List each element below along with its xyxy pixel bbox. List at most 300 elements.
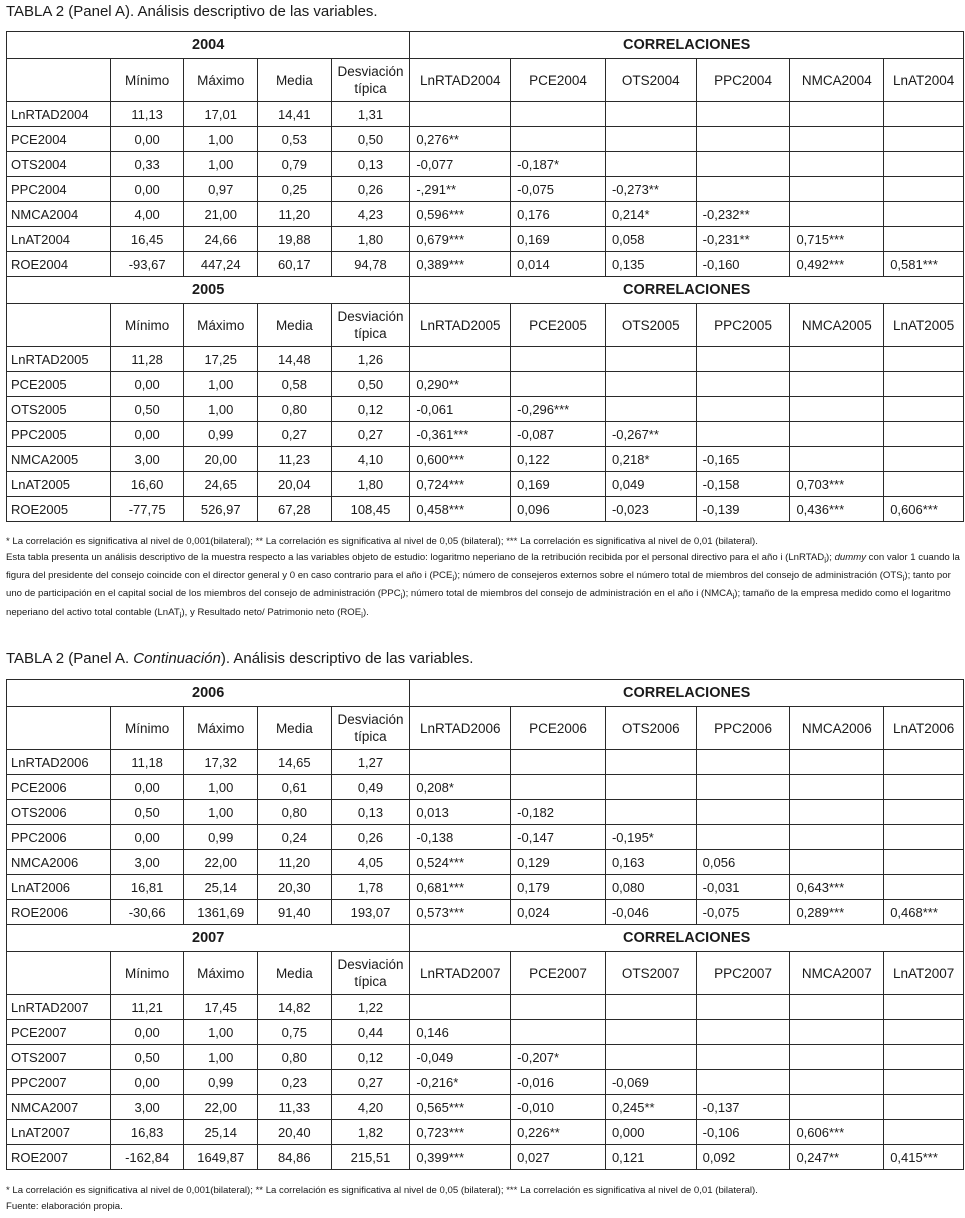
correlation-column-header: PPC2006 [696,707,790,750]
correlation-cell: -0,296*** [511,397,606,422]
table-row [7,252,964,277]
correlation-column-header: LnRTAD2005 [410,304,511,347]
correlation-cell [511,750,606,775]
correlation-column-header: PCE2007 [511,952,606,995]
mean-cell: 0,80 [258,397,332,422]
correlation-cell [696,127,790,152]
std-dev-cell: 0,13 [331,800,410,825]
column-header-row [7,707,964,750]
correlation-cell: 0,214* [605,202,696,227]
correlation-cell [884,775,964,800]
mean-cell: 84,86 [258,1145,332,1170]
correlation-cell: 0,415*** [884,1145,964,1170]
correlation-cell [790,372,884,397]
std-dev-cell: 215,51 [331,1145,410,1170]
maximum-cell: 17,25 [184,347,258,372]
stat-column-header: Máximo [184,707,258,750]
correlation-column-header: PCE2006 [511,707,606,750]
minimum-cell: 16,60 [110,472,184,497]
correlation-cell [410,995,511,1020]
table-row [7,750,964,775]
correlation-cell [605,750,696,775]
variable-name-cell: PCE2005 [7,372,111,397]
correlation-cell: 0,290** [410,372,511,397]
correlation-cell [605,397,696,422]
minimum-cell: 11,28 [110,347,184,372]
std-dev-cell: 0,13 [331,152,410,177]
correlation-cell [511,372,606,397]
table-row [7,347,964,372]
variable-name-cell: PCE2004 [7,127,111,152]
correlation-cell: -0,195* [605,825,696,850]
minimum-cell: 16,83 [110,1120,184,1145]
correlation-column-header: PPC2005 [696,304,790,347]
variable-name-cell: OTS2006 [7,800,111,825]
minimum-cell: -93,67 [110,252,184,277]
variable-name-cell: LnAT2007 [7,1120,111,1145]
std-dev-cell: 4,10 [331,447,410,472]
mean-cell: 0,79 [258,152,332,177]
correlation-column-header: LnAT2006 [884,707,964,750]
variable-name-cell: OTS2004 [7,152,111,177]
correlation-cell [884,1070,964,1095]
table-notes-panel-a [6,534,964,623]
table-row [7,825,964,850]
correlation-cell [790,177,884,202]
minimum-cell: -77,75 [110,497,184,522]
table-row [7,497,964,522]
correlation-cell [790,202,884,227]
correlation-cell: -0,267** [605,422,696,447]
correlation-cell: -0,160 [696,252,790,277]
correlation-cell [884,1120,964,1145]
correlation-cell: -0,207* [511,1045,606,1070]
correlation-cell [884,472,964,497]
correlation-cell [605,372,696,397]
table-row [7,800,964,825]
table-row [7,102,964,127]
correlations-label: CORRELACIONES [410,925,964,952]
table-row [7,850,964,875]
variable-name-cell: LnAT2004 [7,227,111,252]
correlation-cell: 0,179 [511,875,606,900]
maximum-cell: 1,00 [184,397,258,422]
mean-cell: 67,28 [258,497,332,522]
std-dev-cell: 0,26 [331,825,410,850]
stat-column-header: Máximo [184,952,258,995]
mean-cell: 60,17 [258,252,332,277]
std-dev-cell: 1,78 [331,875,410,900]
correlation-column-header: NMCA2006 [790,707,884,750]
correlation-cell [696,102,790,127]
maximum-cell: 526,97 [184,497,258,522]
correlation-cell: 0,146 [410,1020,511,1045]
variable-name-cell: LnRTAD2005 [7,347,111,372]
correlation-cell [696,397,790,422]
correlation-cell [605,102,696,127]
minimum-cell: 3,00 [110,447,184,472]
std-dev-cell: 1,31 [331,102,410,127]
correlation-cell: 0,122 [511,447,606,472]
year-header-row [7,925,964,952]
correlation-cell: 0,399*** [410,1145,511,1170]
correlation-cell: -0,061 [410,397,511,422]
variables-description-note: Esta tabla presenta un análisis descriptivo de la muestra respecto a las variables objeto de estudio: logaritmo neperiano de la retribución recibida por el personal directivo para el año i (LnRTAD$_i$); dummy con valor 1 cuando la figura del presidente del consejo coincide con el director general y 0 en caso contrario para el año i $(PCE_i)$; número de consejeros externos sobre el número total de miembros del consejo de administración $(OTS_i)$; tanto por uno de participación en el capital social de los miembros del consejo de administración $(PPC_i)$; número total de miembros del consejo de administración en el año i $(NMCA_i)$; tamaño de la empresa medido como el logaritmo neperiano del activo total contable (LnAT$_i$), y Resultado neto/ Patrimonio neto $(ROE_i)$. [6,551,960,620]
correlation-cell: 0,276** [410,127,511,152]
std-dev-cell: 0,12 [331,397,410,422]
maximum-cell: 17,01 [184,102,258,127]
correlation-cell: -0,138 [410,825,511,850]
minimum-cell: 0,50 [110,800,184,825]
std-dev-cell: 4,05 [331,850,410,875]
std-dev-cell: 4,23 [331,202,410,227]
correlation-cell [605,152,696,177]
correlation-cell: 0,208* [410,775,511,800]
variable-name-cell: LnRTAD2004 [7,102,111,127]
mean-cell: 11,20 [258,202,332,227]
stat-column-header: Media [258,59,332,102]
correlation-cell: -0,049 [410,1045,511,1070]
maximum-cell: 1649,87 [184,1145,258,1170]
correlation-cell [511,102,606,127]
correlation-cell: -0,158 [696,472,790,497]
minimum-cell: 0,00 [110,825,184,850]
table-row [7,127,964,152]
variable-name-cell: OTS2005 [7,397,111,422]
correlation-cell: 0,024 [511,900,606,925]
std-dev-cell: 0,50 [331,127,410,152]
correlation-cell [884,152,964,177]
column-header-row [7,59,964,102]
correlation-column-header: PCE2005 [511,304,606,347]
correlation-cell: -0,010 [511,1095,606,1120]
correlation-cell: 0,606*** [790,1120,884,1145]
correlation-cell: -0,137 [696,1095,790,1120]
correlation-column-header: NMCA2005 [790,304,884,347]
correlation-cell [410,102,511,127]
maximum-cell: 24,65 [184,472,258,497]
correlation-cell: 0,715*** [790,227,884,252]
variable-name-cell: ROE2005 [7,497,111,522]
correlation-column-header: PPC2007 [696,952,790,995]
minimum-cell: 3,00 [110,850,184,875]
correlation-cell [696,1020,790,1045]
correlation-cell: 0,492*** [790,252,884,277]
maximum-cell: 1,00 [184,1020,258,1045]
correlation-cell [790,750,884,775]
correlation-cell: -0,147 [511,825,606,850]
correlation-cell [790,447,884,472]
correlation-cell: -0,046 [605,900,696,925]
table-row [7,227,964,252]
column-header-row [7,304,964,347]
correlation-column-header: LnAT2004 [884,59,964,102]
maximum-cell: 0,97 [184,177,258,202]
table-row [7,1120,964,1145]
year-header-row [7,277,964,304]
correlation-cell [605,800,696,825]
minimum-cell: 11,21 [110,995,184,1020]
table-row [7,1020,964,1045]
table-row [7,447,964,472]
table-row [7,900,964,925]
correlation-cell [511,775,606,800]
maximum-cell: 1,00 [184,1045,258,1070]
year-label: 2006 [7,680,410,707]
correlation-cell [790,995,884,1020]
correlation-cell: -0,075 [696,900,790,925]
correlation-cell: 0,643*** [790,875,884,900]
std-dev-cell: 1,26 [331,347,410,372]
minimum-cell: 0,00 [110,127,184,152]
correlation-cell [696,422,790,447]
correlation-cell [884,397,964,422]
mean-cell: 14,41 [258,102,332,127]
minimum-cell: 11,13 [110,102,184,127]
stat-column-header: Mínimo [110,952,184,995]
correlation-cell: -0,016 [511,1070,606,1095]
std-dev-cell: 0,49 [331,775,410,800]
correlation-cell: 0,129 [511,850,606,875]
empty-header-cell [7,707,111,750]
stat-column-header: Mínimo [110,304,184,347]
variable-name-cell: ROE2004 [7,252,111,277]
descriptive-table-2004-2005 [6,31,964,522]
std-dev-cell: 0,26 [331,177,410,202]
correlation-cell: 0,606*** [884,497,964,522]
significance-note: * La correlación es significativa al nivel de 0,001(bilateral); ** La correlación es significativa al nivel de 0,05 (bilateral); *** La correlación es significativa al nivel de 0,01 (bilateral). [6,1185,758,1196]
variable-name-cell: ROE2006 [7,900,111,925]
variable-name-cell: PPC2004 [7,177,111,202]
correlation-cell [884,202,964,227]
correlation-cell: -0,165 [696,447,790,472]
variable-name-cell: LnRTAD2006 [7,750,111,775]
maximum-cell: 21,00 [184,202,258,227]
correlation-column-header: LnAT2005 [884,304,964,347]
mean-cell: 20,30 [258,875,332,900]
stat-column-header: Desviación típica [331,59,410,102]
correlation-cell: -0,361*** [410,422,511,447]
correlation-cell [511,347,606,372]
correlation-cell: 0,056 [696,850,790,875]
correlation-cell: 0,565*** [410,1095,511,1120]
correlation-cell [884,1020,964,1045]
std-dev-cell: 4,20 [331,1095,410,1120]
correlation-cell: 0,573*** [410,900,511,925]
correlation-cell: -0,187* [511,152,606,177]
variable-name-cell: PPC2006 [7,825,111,850]
mean-cell: 0,80 [258,1045,332,1070]
correlation-cell: -0,231** [696,227,790,252]
table-row [7,1145,964,1170]
minimum-cell: 0,50 [110,397,184,422]
mean-cell: 0,58 [258,372,332,397]
maximum-cell: 22,00 [184,850,258,875]
minimum-cell: 3,00 [110,1095,184,1120]
correlation-cell: -,291** [410,177,511,202]
correlation-cell [605,995,696,1020]
empty-header-cell [7,304,111,347]
table-row [7,152,964,177]
mean-cell: 14,48 [258,347,332,372]
variable-name-cell: OTS2007 [7,1045,111,1070]
correlation-column-header: LnRTAD2004 [410,59,511,102]
maximum-cell: 0,99 [184,825,258,850]
correlation-cell: 0,135 [605,252,696,277]
year-header-row [7,680,964,707]
correlation-cell: 0,049 [605,472,696,497]
correlation-column-header: PCE2004 [511,59,606,102]
correlation-cell: 0,014 [511,252,606,277]
mean-cell: 0,27 [258,422,332,447]
correlation-cell [884,995,964,1020]
maximum-cell: 17,45 [184,995,258,1020]
correlation-cell: 0,458*** [410,497,511,522]
mean-cell: 14,65 [258,750,332,775]
table-row [7,472,964,497]
correlation-column-header: LnRTAD2006 [410,707,511,750]
stat-column-header: Media [258,707,332,750]
correlation-cell: 0,096 [511,497,606,522]
table-row [7,1095,964,1120]
correlation-column-header: LnRTAD2007 [410,952,511,995]
table-row [7,397,964,422]
maximum-cell: 1,00 [184,775,258,800]
mean-cell: 0,25 [258,177,332,202]
correlation-cell: -0,182 [511,800,606,825]
table-notes-panel-b [6,1183,964,1214]
source-note: Fuente: elaboración propia. [6,1200,123,1212]
maximum-cell: 0,99 [184,422,258,447]
mean-cell: 0,61 [258,775,332,800]
table-row [7,995,964,1020]
table-row [7,177,964,202]
correlation-cell: -0,023 [605,497,696,522]
std-dev-cell: 1,22 [331,995,410,1020]
correlation-cell [696,775,790,800]
minimum-cell: -162,84 [110,1145,184,1170]
minimum-cell: 0,33 [110,152,184,177]
variable-name-cell: LnRTAD2007 [7,995,111,1020]
correlation-cell: 0,524*** [410,850,511,875]
maximum-cell: 1,00 [184,152,258,177]
minimum-cell: 0,00 [110,372,184,397]
variable-name-cell: PCE2007 [7,1020,111,1045]
stat-column-header: Desviación típica [331,707,410,750]
correlation-column-header: NMCA2007 [790,952,884,995]
correlation-cell [511,1020,606,1045]
correlation-cell [884,127,964,152]
correlation-cell: 0,596*** [410,202,511,227]
correlation-cell [696,995,790,1020]
correlation-cell [884,102,964,127]
correlation-cell [790,102,884,127]
correlation-cell [790,825,884,850]
correlation-cell [884,177,964,202]
variable-name-cell: NMCA2007 [7,1095,111,1120]
correlation-cell [884,800,964,825]
descriptive-table-2006-2007 [6,679,964,1170]
correlation-cell [884,227,964,252]
minimum-cell: -30,66 [110,900,184,925]
year-label: 2005 [7,277,410,304]
correlation-cell: -0,087 [511,422,606,447]
empty-header-cell [7,59,111,102]
correlation-column-header: NMCA2004 [790,59,884,102]
variable-name-cell: PCE2006 [7,775,111,800]
correlation-cell [884,850,964,875]
correlation-cell: 0,703*** [790,472,884,497]
correlation-cell [790,1045,884,1070]
variable-name-cell: ROE2007 [7,1145,111,1170]
correlation-column-header: OTS2006 [605,707,696,750]
stat-column-header: Media [258,952,332,995]
maximum-cell: 25,14 [184,1120,258,1145]
stat-column-header: Mínimo [110,707,184,750]
minimum-cell: 0,50 [110,1045,184,1070]
correlation-cell: 0,080 [605,875,696,900]
correlation-cell [790,800,884,825]
correlation-cell [696,152,790,177]
correlation-cell [884,875,964,900]
minimum-cell: 16,81 [110,875,184,900]
std-dev-cell: 1,82 [331,1120,410,1145]
correlation-cell [511,995,606,1020]
correlation-cell [696,177,790,202]
correlation-cell: 0,058 [605,227,696,252]
mean-cell: 14,82 [258,995,332,1020]
correlation-cell [696,800,790,825]
table-row [7,422,964,447]
correlation-cell [696,1045,790,1070]
correlation-cell: 0,218* [605,447,696,472]
correlation-cell: 0,121 [605,1145,696,1170]
std-dev-cell: 0,44 [331,1020,410,1045]
maximum-cell: 17,32 [184,750,258,775]
correlation-cell [790,775,884,800]
significance-note: * La correlación es significativa al nivel de 0,001(bilateral); ** La correlación es significativa al nivel de 0,05 (bilateral); *** La correlación es significativa al nivel de 0,01 (bilateral). [6,536,758,547]
correlation-cell: 0,581*** [884,252,964,277]
variable-name-cell: LnAT2005 [7,472,111,497]
variable-name-cell: LnAT2006 [7,875,111,900]
correlation-cell [790,1020,884,1045]
correlation-cell: 0,226** [511,1120,606,1145]
correlation-cell [884,1045,964,1070]
correlation-cell: 0,245** [605,1095,696,1120]
maximum-cell: 1,00 [184,800,258,825]
table-row [7,1045,964,1070]
maximum-cell: 1,00 [184,372,258,397]
maximum-cell: 0,99 [184,1070,258,1095]
correlation-cell: -0,139 [696,497,790,522]
correlation-cell [884,1095,964,1120]
minimum-cell: 0,00 [110,775,184,800]
correlation-cell: 0,436*** [790,497,884,522]
mean-cell: 20,40 [258,1120,332,1145]
table-row [7,875,964,900]
maximum-cell: 1361,69 [184,900,258,925]
correlations-label: CORRELACIONES [410,680,964,707]
correlations-label: CORRELACIONES [410,32,964,59]
minimum-cell: 0,00 [110,1070,184,1095]
correlation-cell [790,127,884,152]
mean-cell: 0,53 [258,127,332,152]
maximum-cell: 447,24 [184,252,258,277]
year-label: 2007 [7,925,410,952]
year-header-row [7,32,964,59]
mean-cell: 19,88 [258,227,332,252]
variable-name-cell: NMCA2005 [7,447,111,472]
